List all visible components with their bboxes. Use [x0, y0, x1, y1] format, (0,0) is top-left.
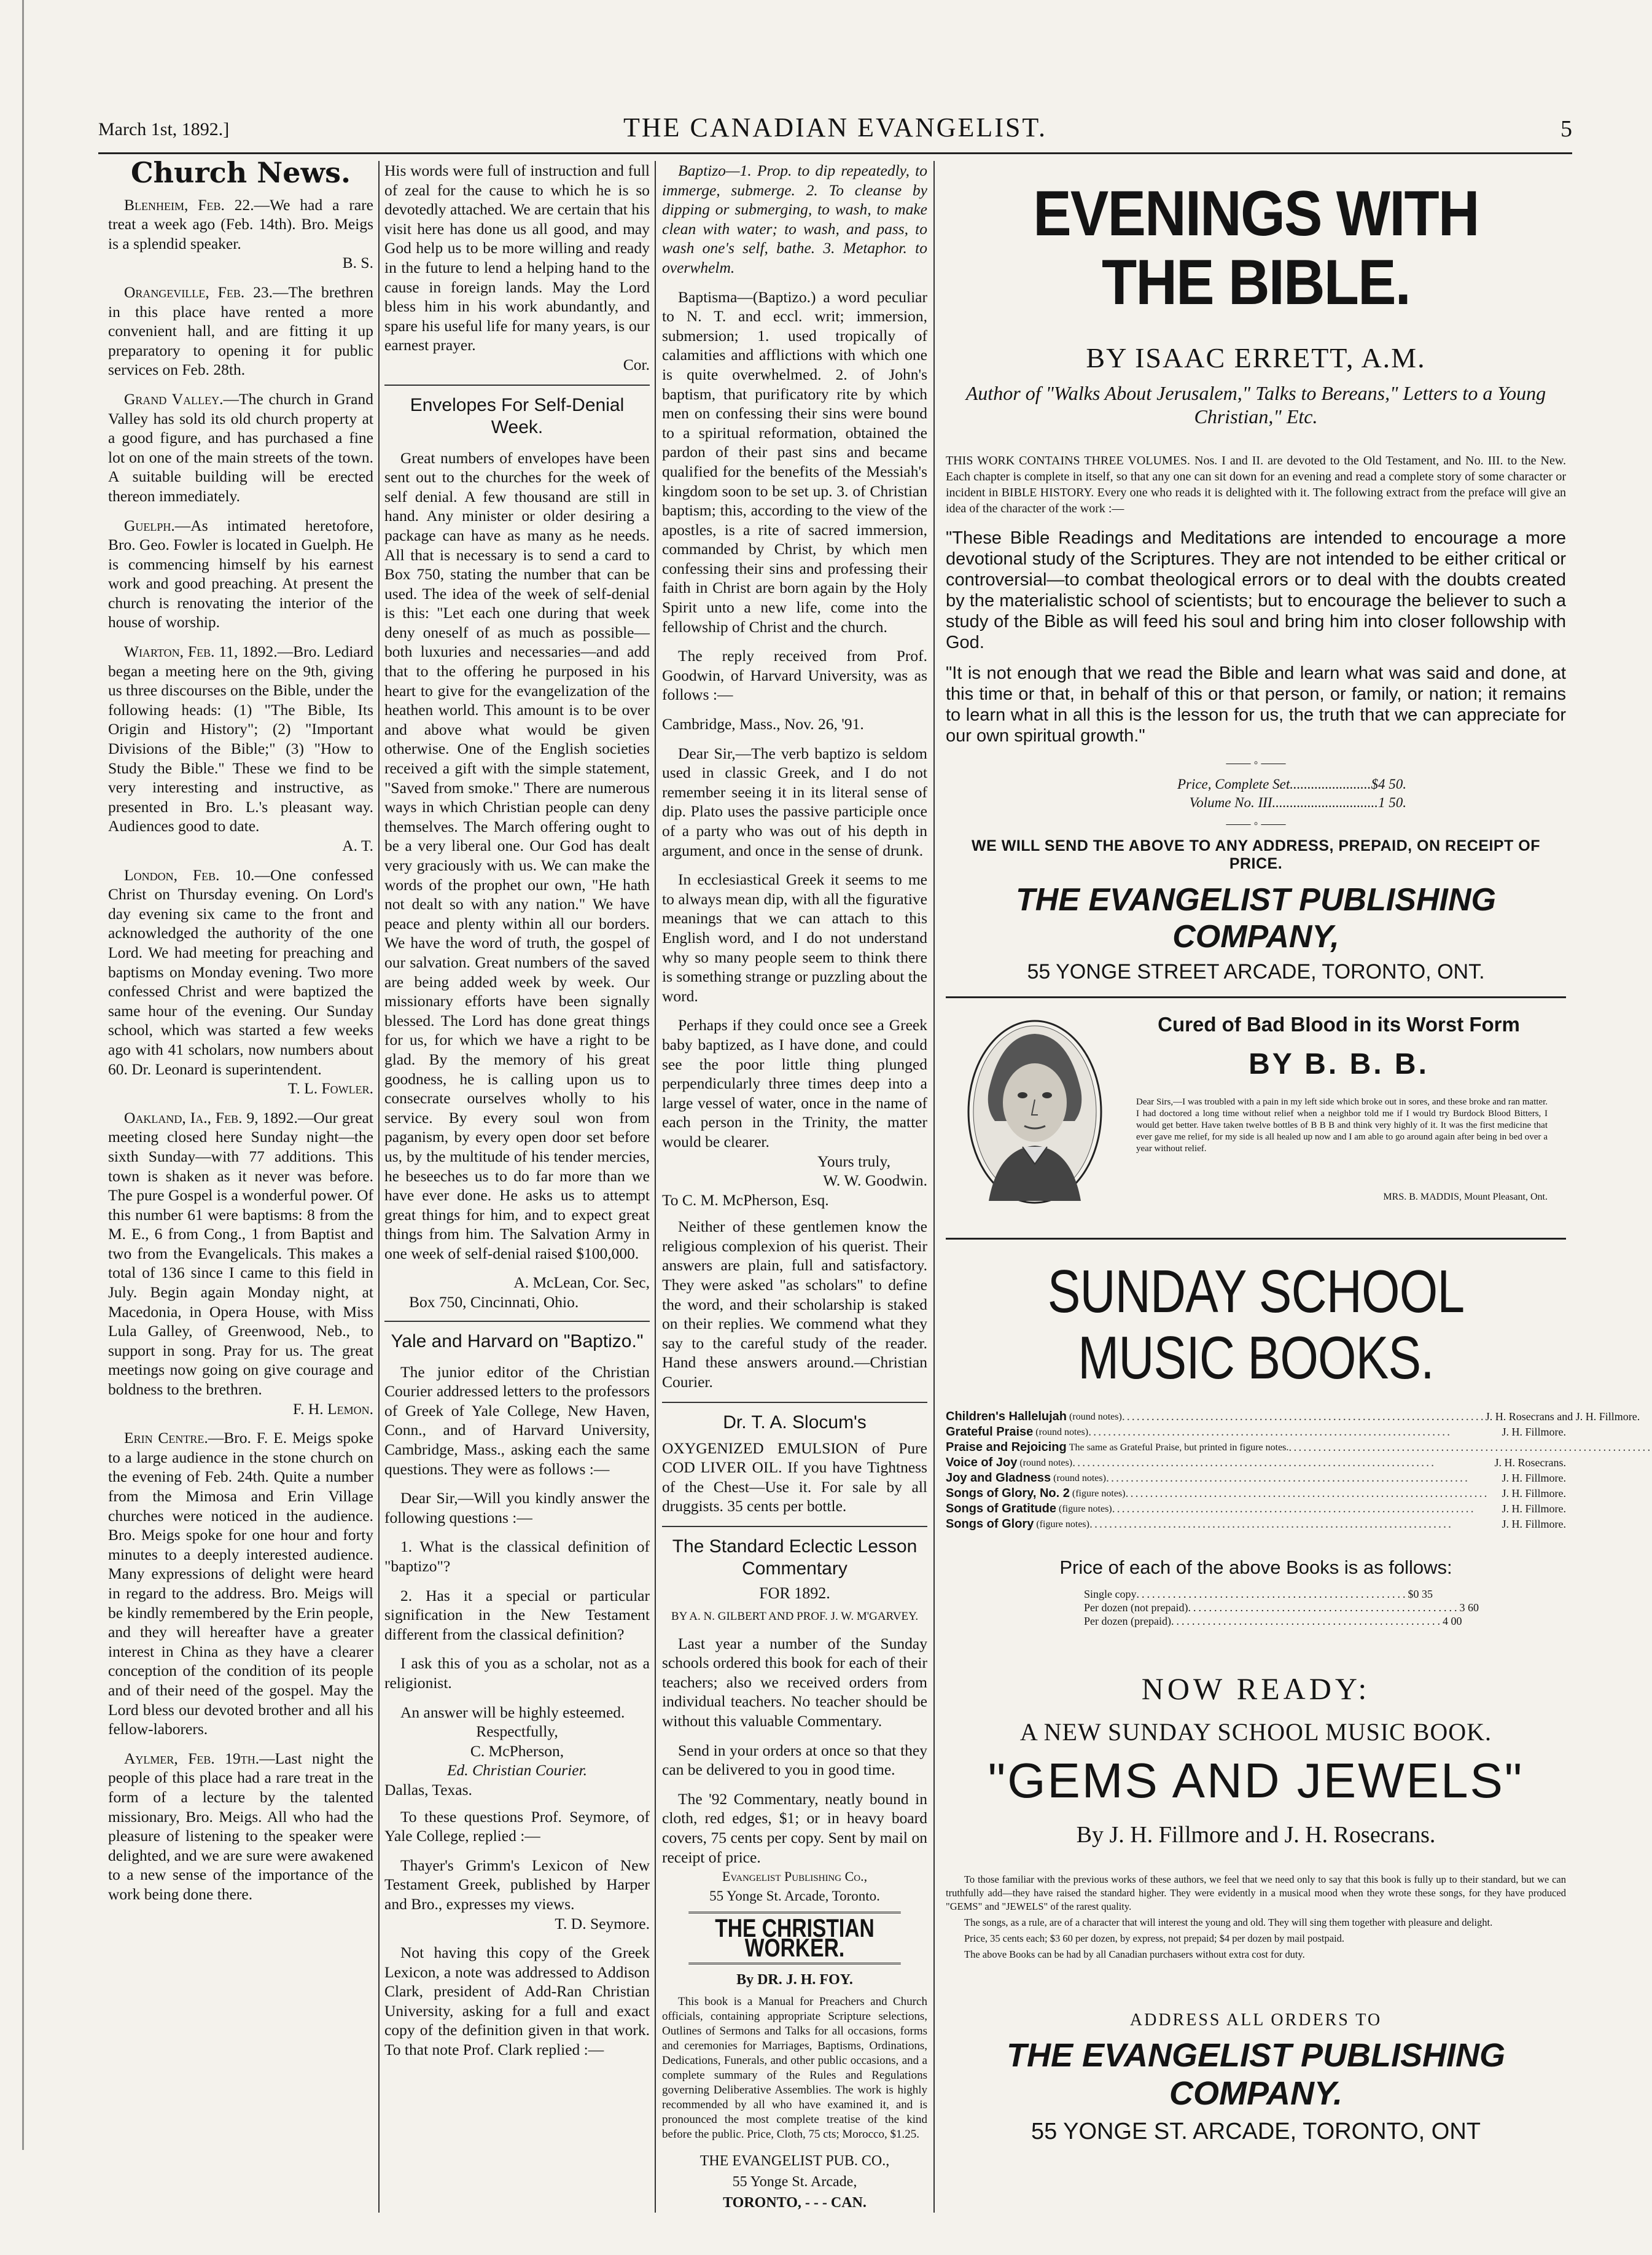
news-item: [108, 195, 373, 254]
music-book-row: [946, 1517, 1566, 1532]
price-list: [946, 1587, 1566, 1628]
music-book-row: [946, 1486, 1566, 1501]
leader-dots: ..........................................................................: [1088, 1425, 1452, 1439]
leader-dots: ..........................................................................: [1112, 1502, 1476, 1515]
book-note: (round notes): [1069, 1412, 1122, 1422]
news-text: —The church in Grand Valley has sold its old church property at a good figure, and has purchased a fine lot on one of the main streets of the town. A suitable building will be erected thereon immediately.: [108, 389, 373, 505]
portrait-engraving: [964, 1017, 1105, 1207]
book-title: Voice of Joy: [946, 1456, 1018, 1469]
news-dateline: Oakland, Ia., Feb. 9, 1892.: [124, 1108, 298, 1127]
lesson-paragraph: Send in your orders at once so that they can be delivered to you in good time.: [662, 1741, 927, 1779]
news-dateline: Grand Valley.: [124, 389, 224, 408]
price-label: Per dozen (not prepaid): [1084, 1601, 1188, 1614]
news-item: [108, 1108, 373, 1399]
gems-paragraph: The songs, as a rule, are of a character that will interest the young and old. They will sing them together with pleasure and delight.: [964, 1917, 1493, 1928]
lesson-paragraph: Last year a number of the Sunday schools ordered this book for each of their teachers; also we received orders from individual teachers. No teacher should be without this valuable Commentary.: [662, 1634, 927, 1730]
news-text: —Bro. F. E. Meigs spoke to a large audience in the stone church on the evening of Feb. 24th. Quite a number from the Mimosa and Erin Village churches were noticed in the audience. Bro. Meigs spoke for one hour and forty minutes to a deeply interested audience. Many expressions of delight were heard in regard to the address. Bro. Meigs will be kindly remembered by the Erin people, and they will hereafter have a greater interest in China as they have a clearer conception of the condition of its people and of their need of the gospel. May the Lord bless our devoted brother and all his fellow-laborers.: [108, 1429, 373, 1738]
music-book-row: [946, 1501, 1566, 1517]
masthead-rule: [98, 152, 1572, 154]
continuation-sign: Cor.: [623, 355, 650, 373]
news-item: [108, 516, 373, 633]
news-text: —Last night the people of this place had a rare treat in the form of a lecture by the talented missionary, Bro. Meigs. All who had the pleasure of listening to the speaker were delighted, and we are sure were awakened to a new sense of the importance of the work being done there.: [108, 1749, 373, 1903]
yale-signoff: T. D. Seymore.: [555, 1914, 650, 1933]
music-books-list: [946, 1409, 1652, 1532]
binding-edge: [22, 0, 24, 2150]
evenings-price: Volume No. III..............................1 50.: [1189, 795, 1406, 810]
envelopes-sign-address: Box 750, Cincinnati, Ohio.: [409, 1293, 579, 1311]
yale-signoff: Respectfully,: [476, 1722, 558, 1741]
book-note: (round notes): [1053, 1473, 1106, 1483]
baptizo-definition: Baptizo—1. Prop. to dip repeatedly, to immerge, submerge. 2. To cleanse by dipping or submerging, to wash, to make clean with water; to wash, and pass, to wash one's self, bathe. 3. Metaphor. to overwhelm.: [662, 162, 927, 276]
music-books-title: SUNDAY SCHOOL MUSIC BOOKS.: [1047, 1257, 1465, 1391]
book-note: (round notes): [1019, 1458, 1073, 1468]
church-news-heading: Church News.: [130, 156, 351, 189]
book-title: Grateful Praise: [946, 1425, 1034, 1439]
publisher-name-footer: THE EVANGELIST PUBLISHING COMPANY.: [1006, 2037, 1506, 2112]
book-author: J. H. Fillmore.: [1502, 1426, 1566, 1438]
book-author: J. H. Fillmore.: [1502, 1503, 1566, 1515]
price-heading: Price of each of the above Books is as follows:: [1059, 1557, 1452, 1578]
slocum-ad: OXYGENIZED EMULSION of Pure COD LIVER OIL. If you have Tightness of the Chest—Use it. For sale by all druggists. 35 cents per bottle.: [662, 1439, 927, 1515]
yale-paragraph: Thayer's Grimm's Lexicon of New Testament Greek, published by Harper and Bro., expresses my views.: [384, 1856, 650, 1913]
news-signature: B. S.: [342, 254, 373, 272]
divider: [662, 1526, 927, 1527]
book-author: J. H. Rosecrans and J. H. Fillmore.: [1485, 1410, 1640, 1423]
leader-dots: ..........................................................................: [1089, 1517, 1453, 1531]
issue-date: March 1st, 1892.]: [98, 119, 230, 139]
goodwin-signoff: W. W. Goodwin.: [823, 1171, 927, 1190]
news-text: —The brethren in this place have rented a more convenient hall, and are fitting it up preparatory to opening it for public services on Feb. 28th.: [108, 283, 373, 379]
price-row: [1084, 1614, 1462, 1628]
yale-question: 1. What is the classical definition of "baptizo"?: [384, 1538, 650, 1575]
book-note: (round notes): [1035, 1427, 1089, 1437]
leader-dots: ....................................................: [1171, 1615, 1443, 1627]
yale-question: I ask this of you as a scholar, not as a religionist.: [384, 1654, 650, 1692]
envelopes-sign-name: A. McLean, Cor. Sec,: [513, 1273, 650, 1292]
book-title: Children's Hallelujah: [946, 1410, 1067, 1423]
bbb-heading: Cured of Bad Blood in its Worst Form: [1158, 1013, 1520, 1036]
music-book-row: [946, 1440, 1652, 1455]
goodwin-signoff: Yours truly,: [817, 1152, 890, 1170]
leader-dots: ..........................................................................: [1105, 1471, 1470, 1485]
price-label: Per dozen (prepaid): [1084, 1615, 1171, 1627]
leader-dots: ..........................................................................: [1288, 1440, 1652, 1454]
lesson-heading: The Standard Eclectic Lesson Commentary: [672, 1536, 918, 1579]
news-item: [108, 1428, 373, 1739]
neither-paragraph: Neither of these gentlemen know the religious complexion of his querist. Their answers are plain, full and satisfactory. They were asked "as scholars" to define the word, and their scholarship is staked on their replies. We commend what they say to the careful study of the reader. Hand these answers around.—Christian Courier.: [662, 1217, 927, 1391]
column-3: [662, 161, 927, 2211]
yale-paragraph: The junior editor of the Christian Courier addressed letters to the professors of Greek of Yale College, New Haven, Conn., and of Harvard University, Cambridge, Mass., asking each the same questions. They were as follows :—: [384, 1362, 650, 1478]
news-items: [108, 195, 373, 1904]
news-item: [108, 1749, 373, 1904]
now-ready-heading: NOW READY:: [1141, 1671, 1371, 1706]
christian-worker-publisher: THE EVANGELIST PUB. CO.,: [699, 2153, 890, 2170]
lesson-authors: BY A. N. GILBERT AND PROF. J. W. M'GARVEY.: [671, 1609, 919, 1623]
lesson-address: 55 Yonge St. Arcade, Toronto.: [709, 1888, 880, 1904]
advertisements: [946, 161, 1652, 2200]
price-label: Single copy: [1084, 1588, 1137, 1600]
gems-paragraph: The above Books can be had by all Canadian purchasers without extra cost for duty.: [964, 1948, 1305, 1960]
yale-signoff: Dallas, Texas.: [384, 1780, 472, 1799]
news-text: —Our great meeting closed here Sunday night—the sixth Sunday—with 77 additions. This town is shaken as it never was before. The pure Gospel is a wonderful power. Of this number 61 were baptisms: 8 from the M. E., 6 from Cong., 1 from Baptist and two from the Evangelicals. This makes a total of 136 since I came to this field in July. Begin again Monday night, at Macedonia, in Opera House, with Miss Lula Galley, of Greenwood, Neb., to support in song. Pray for us. The great meetings now going on give courage and boldness to the brethren.: [108, 1108, 373, 1399]
goodwin-paragraph: Perhaps if they could once see a Greek baby baptized, as I have done, and could see the poor little thing plunged perpendicularly three times deep into a large vessel of water, once in the name of each person in the Trinity, the matter would be clearer.: [662, 1016, 927, 1151]
music-book-row: [946, 1425, 1566, 1440]
lesson-year: FOR 1892.: [759, 1584, 830, 1602]
gems-authors: By J. H. Fillmore and J. H. Rosecrans.: [1076, 1822, 1436, 1848]
publisher-address: 55 YONGE STREET ARCADE, TORONTO, ONT.: [1027, 960, 1485, 983]
book-title: Songs of Glory: [946, 1517, 1034, 1531]
evenings-quote: "These Bible Readings and Meditations are intended to encourage a more devotional study of the Scriptures. They are not intended to be either critical or controversial—to combat theological errors or to deal with the doubts created by the materialistic school of scientists; but to encourage the believer to such a study of the Bible as will feed his soul and bring him into closer followship with God.: [946, 528, 1566, 652]
news-text: —One confessed Christ on Thursday evening. On Lord's day evening six came to the front and acknowledged the authority of the one Lord. We had meeting for preaching and baptisms on Monday evening. Two more confessed Christ and were baptized the same hour of the evening. Our Sunday school, which was started a few weeks ago with 41 scholars, now numbers about 60. Dr. Leonard is superintendent.: [108, 866, 373, 1078]
news-item: [108, 642, 373, 836]
book-author: J. H. Fillmore.: [1502, 1518, 1566, 1530]
book-author: J. H. Rosecrans.: [1494, 1456, 1566, 1469]
bbb-letter: Dear Sirs,—I was troubled with a pain in my left side which broke out in sores, and these broke and ran matter. I had doctored a long time without relief when a neighbor told me if I would try Burdock Blood Bitters, I would get better. Have taken twelve bottles of B B B and think very highly of it. It was the first medicine that ever gave me relief, for my side is all healed up now and I am able to go around again after being in bed over a year without relief.: [1136, 1097, 1548, 1154]
divider: [384, 1321, 650, 1322]
book-title: Songs of Gratitude: [946, 1502, 1056, 1515]
news-signature: T. L. Fowler.: [287, 1079, 373, 1098]
news-signature: A. T.: [342, 837, 373, 854]
news-signature: F. H. Lemon.: [292, 1399, 373, 1418]
gems-and-jewels-title: "GEMS AND JEWELS": [988, 1753, 1524, 1808]
news-dateline: Orangeville, Feb. 23.: [124, 283, 273, 301]
column-rule: [655, 161, 656, 2213]
book-note: (figure notes): [1036, 1519, 1089, 1530]
paper-title: THE CANADIAN EVANGELIST.: [623, 112, 1047, 143]
news-item: [108, 283, 373, 380]
yale-signoff: C. McPherson,: [470, 1741, 564, 1760]
news-item: [108, 866, 373, 1079]
masthead: [98, 112, 1572, 149]
news-dateline: Aylmer, Feb. 19th.: [124, 1749, 260, 1767]
price-row: [1084, 1587, 1433, 1601]
news-dateline: Erin Centre.: [124, 1429, 208, 1447]
slocum-heading: Dr. T. A. Slocum's: [723, 1412, 867, 1432]
reply-paragraph: The reply received from Prof. Goodwin, of Harvard University, was as follows :—: [662, 647, 927, 704]
christian-worker-city: TORONTO, - - - CAN.: [723, 2195, 867, 2211]
yale-question: An answer will be highly esteemed.: [400, 1703, 625, 1721]
evenings-title: EVENINGS WITH THE BIBLE.: [1033, 178, 1479, 318]
bbb-signature: MRS. B. MADDIS, Mount Pleasant, Ont.: [1383, 1192, 1548, 1202]
yale-paragraph: Not having this copy of the Greek Lexicon, a note was addressed to Addison Clark, president of Add-Ran Christian University, asking for a full and exact copy of the definition given in that work. To that note Prof. Clark replied :—: [384, 1944, 650, 2059]
news-dateline: Blenheim, Feb. 22.: [124, 195, 254, 214]
book-title: Songs of Glory, No. 2: [946, 1487, 1070, 1500]
gems-paragraph: Price, 35 cents each; $3 60 per dozen, by express, not prepaid; $4 per dozen by mail postpaid.: [964, 1933, 1345, 1944]
divider: [662, 1402, 927, 1403]
price-value: $0 35: [1408, 1588, 1433, 1600]
book-note: (figure notes): [1059, 1504, 1112, 1514]
lesson-paragraph: The '92 Commentary, neatly bound in cloth, red edges, $1; or in heavy board covers, 75 cents per copy. Sent by mail on receipt of price.: [662, 1789, 927, 1866]
publisher-name: THE EVANGELIST PUBLISHING COMPANY,: [1016, 882, 1496, 955]
leader-dots: ..........................................................................: [1125, 1487, 1489, 1500]
christian-worker-address: 55 Yonge St. Arcade,: [732, 2174, 857, 2191]
music-book-row: [946, 1455, 1566, 1471]
column-church-news: [108, 156, 373, 2188]
christian-worker-heading: THE CHRISTIAN WORKER.: [688, 1912, 901, 1964]
goodwin-paragraph: In ecclesiastical Greek it seems to me to always mean dip, with all the figurative meanings that we can attach to this English word, and I do not understand why so many people seem to think there is something strange or puzzling about the word.: [662, 870, 927, 1005]
bbb-testimonial: [946, 996, 1566, 1240]
letter-dateline: Cambridge, Mass., Nov. 26, '91.: [662, 715, 864, 733]
yale-question: 2. Has it a special or particular signification in the New Testament different from the classical definition?: [384, 1586, 650, 1643]
column-rule: [378, 161, 380, 2213]
ornament-divider: —— ◦ ——: [1226, 817, 1286, 830]
leader-dots: ....................................................: [1136, 1588, 1408, 1600]
page-number: 5: [1560, 116, 1572, 142]
news-text: —We had a rare treat a week ago (Feb. 14th). Bro. Meigs is a splendid speaker.: [108, 195, 373, 252]
address-all-orders: ADDRESS ALL ORDERS TO: [1129, 2011, 1382, 2030]
book-author: J. H. Fillmore.: [1502, 1472, 1566, 1484]
evenings-author: BY ISAAC ERRETT, A.M.: [1086, 342, 1426, 373]
evenings-quote: "It is not enough that we read the Bible and learn what was said and done, at this time or that, in behalf of this or that person, or family, or nation; it remains to learn what in all this is the lesson for us, the truth that we can appreciate for our own spiritual growth.": [946, 663, 1566, 746]
news-dateline: Wiarton, Feb. 11, 1892.: [124, 643, 278, 661]
news-text: —As intimated heretofore, Bro. Geo. Fowler is located in Guelph. He is commencing himself by his earnest work and good preaching. At present the church is renovating the interior of the house of worship.: [108, 516, 373, 631]
music-book-row: [946, 1471, 1566, 1486]
news-dateline: London, Feb. 10.: [124, 866, 255, 884]
baptisma-definition: Baptisma—(Baptizo.) a word peculiar to N. T. and eccl. writ; immersion, submersion; 1. used tropically of calamities and afflictions with which one is quite overwhelmed. 2. of John's baptism, that purificatory rite by which men on confessing their sins were bound to a spiritual reformation, obtained the pardon of their past sins and became qualified for the benefits of the Messiah's kingdom soon to be set up. 3. of Christian baptism; this, according to the view of the apostles, is a rite of sacred immersion, commanded by Christ, by which men confessing their sins and professing their faith in Christ are born again by the Holy Spirit unto a new life, come into the fellowship of Christ and the church.: [662, 287, 927, 636]
leader-dots: ..........................................................................: [1072, 1456, 1436, 1469]
leader-dots: ....................................................: [1188, 1601, 1460, 1614]
christian-worker-description: This book is a Manual for Preachers and Church officials, containing appropriate Scripture selections, Outlines of Sermons and Talks for all occasions, forms and ceremonies for Marriages, Baptisms, Ordinations, Dedications, Funerals, and other public occasions, and a complete summary of the Rules and Regulations governing Deliberative Assemblies. The work is highly recommended by all who have examined it, and is pronounced the most complete treatise of the kind before the public. Price, Cloth, 75 cts; Morocco, $1.25.: [662, 1995, 927, 2141]
bbb-brand: BY B. B. B.: [1249, 1048, 1429, 1081]
column-2: [384, 161, 650, 2188]
goodwin-recipient: To C. M. McPherson, Esq.: [662, 1190, 829, 1209]
ornament-divider: —— ◦ ——: [1226, 756, 1286, 770]
continuation-text: His words were full of instruction and full of zeal for the cause to which he is so devotedly attached. We are certain that his visit here has done us all good, and may God help us to be more willing and ready in the future to lend a helping hand to the cause in foreign lands. May the Lord bless him in his work abundantly, and spare his useful life for many years, is our earnest prayer.: [384, 162, 650, 354]
envelopes-heading: Envelopes For Self-Denial Week.: [410, 394, 625, 437]
publisher-address-footer: 55 YONGE ST. ARCADE, TORONTO, ONT: [1031, 2119, 1481, 2144]
book-note: (figure notes): [1072, 1488, 1126, 1499]
goodwin-paragraph: Dear Sir,—The verb baptizo is seldom used in classic Greek, and I do not remember seeing it in its literal sense of dip. Plato uses the passive participle once of a party who was out of his depth in argument, and once in the sense of drunk.: [662, 744, 927, 859]
price-value: 3 60: [1459, 1601, 1479, 1614]
book-note: The same as Grateful Praise, but printed in figure notes.: [1069, 1442, 1289, 1453]
divider: [384, 385, 650, 386]
evenings-author-works: Author of "Walks About Jerusalem," Talks to Bereans," Letters to a Young Christian," Etc.: [965, 382, 1546, 428]
new-book-heading: A NEW SUNDAY SCHOOL MUSIC BOOK.: [1019, 1718, 1492, 1746]
price-row: [1084, 1601, 1479, 1614]
envelopes-body: Great numbers of envelopes have been sent out to the churches for the week of self denial. A few thousand are still in hand. Any minister or older desiring a package can have as many as he needs. All that is necessary is to send a card to Box 750, stating the number that can be used. The idea of the week of self-denial is this: "Let each one during that week deny oneself of as much as possible—both luxuries and necessaries—and add that to the offering he purposed in his heart to give for the evangelization of the heathen world. This amount is to be over and above what would be given otherwise. One of the English societies received a gift with the simple statement, "Saved from smoke." There are numerous ways in which Christian people can deny themselves. The March offering ought to be a very liberal one. Our God has dealt very graciously with us. We can make the words of the prophet our own, "He hath not dealt so with any nation." We have peace and plenty within all our borders. We have the word of truth, the gospel of our salvation. Great numbers of the saved are being added week by week. Our missionary efforts have been signally blessed. The Lord has done great things for us, for which we have a right to be glad. By the memory of his great goodness, he is calling upon us to consecrate ourselves wholly to his service. By every soul won from paganism, by every open door set before us, by the multitude of his tender mercies, he beseeches us to do far more than we have ever done. He asks us to attempt great things for him, and to expect great things from him. The Salvation Army in one week of self-denial raised $100,000.: [384, 448, 650, 1262]
price-value: 4 00: [1442, 1615, 1462, 1627]
news-dateline: Guelph.: [124, 516, 175, 534]
yale-signoff: Ed. Christian Courier.: [446, 1761, 588, 1780]
lesson-publisher: Evangelist Publishing Co.,: [722, 1869, 868, 1885]
music-book-row: [946, 1409, 1640, 1425]
book-title: Praise and Rejoicing: [946, 1440, 1067, 1454]
christian-worker-author: By DR. J. H. FOY.: [736, 1971, 853, 1988]
evenings-send-notice: WE WILL SEND THE ABOVE TO ANY ADDRESS, PREPAID, ON RECEIPT OF PRICE.: [972, 837, 1540, 872]
news-item: [108, 389, 373, 506]
book-author: J. H. Fillmore.: [1502, 1487, 1566, 1499]
column-rule: [933, 161, 935, 2213]
yale-heading: Yale and Harvard on "Baptizo.": [391, 1331, 644, 1351]
gems-paragraph: To those familiar with the previous works of these authors, we feel that we need only to say that this book is fully up to their standard, but we can truthfully add—they have raised the standard higher. They were evidently in a musical mood when they wrote these songs, for they have produced "GEMS" and "JEWELS" of the rarest quality.: [946, 1874, 1566, 1912]
yale-paragraph: Dear Sir,—Will you kindly answer the following questions :—: [384, 1489, 650, 1526]
leader-dots: ..........................................................................: [1121, 1410, 1486, 1423]
book-title: Joy and Gladness: [946, 1471, 1051, 1485]
evenings-price: Price, Complete Set.......................$4 50.: [1177, 776, 1406, 792]
yale-paragraph: To these questions Prof. Seymore, of Yale College, replied :—: [384, 1807, 650, 1845]
news-text: —Bro. Lediard began a meeting here on the 9th, giving us three discourses on the Bible, under the following heads: (1) "The Bible, Its Origin and History"; (2) "Important Divisions of the Bible;" (3) "How to Study the Bible." These we find to be very interesting and instructive, as presented in Bro. L.'s pleasant way. Audiences good to date.: [108, 643, 373, 835]
evenings-intro: THIS WORK CONTAINS THREE VOLUMES. Nos. I and II. are devoted to the Old Testament, and No. III. to the New. Each chapter is complete in itself, so that any one can sit down for an evening and read a complete story of some character or incident in BIBLE HISTORY. Every one who reads it is delighted with it. The following extract from the preface will give an idea of the character of the work :—: [946, 454, 1566, 515]
